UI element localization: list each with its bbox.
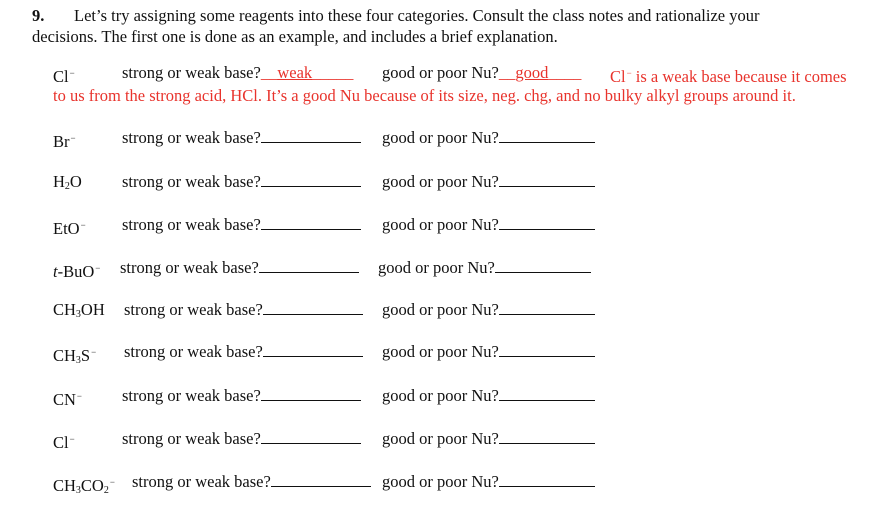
base-prompt-label: strong or weak base? — [124, 342, 263, 361]
nu-answer-blank[interactable] — [499, 172, 595, 187]
reagent-formula: $H_2O$ — [53, 172, 82, 192]
example-explanation-line2: to us from the strong acid, HCl. It’s a good Nu because of its size, neg. chg, and no bulky alkyl groups around it. — [53, 86, 796, 105]
base-prompt-label: strong or weak base? — [122, 128, 261, 147]
nu-prompt-label: good or poor Nu? — [382, 472, 499, 491]
nu-question — [382, 128, 595, 148]
nu-prompt-label: good or poor Nu? — [378, 258, 495, 277]
base-prompt-label: strong or weak base? — [122, 215, 261, 234]
example-explanation-line1: Cl− is a weak base because it comes — [610, 67, 847, 86]
base-question — [122, 172, 361, 192]
reagent-formula: $CH_3OH$ — [53, 300, 105, 320]
nu-answer-blank[interactable] — [495, 258, 591, 273]
nu-answer-blank[interactable] — [499, 300, 595, 315]
nu-answer-blank[interactable] — [499, 472, 595, 487]
reagent-formula: EtO− — [53, 219, 86, 238]
base-answer-blank[interactable] — [261, 172, 361, 187]
nu-answer-blank[interactable] — [499, 342, 595, 357]
example-nu-question — [382, 63, 581, 83]
reagent-formula: t-BuO− — [53, 262, 101, 281]
base-prompt-label: strong or weak base? — [132, 472, 271, 491]
question-number: 9. — [32, 6, 45, 25]
nu-question — [382, 342, 595, 362]
base-prompt-label: strong or weak base? — [120, 258, 259, 277]
base-prompt-label: strong or weak base? — [124, 300, 263, 319]
nu-answer-blank[interactable] — [499, 128, 595, 143]
nu-answer-blank[interactable] — [499, 386, 595, 401]
nu-question — [382, 472, 595, 492]
base-question — [122, 429, 361, 449]
example-base-question — [122, 63, 353, 83]
reagent-formula: Br− — [53, 132, 76, 151]
base-question — [132, 472, 371, 492]
example-base-answer: __weak_____ — [260, 63, 354, 82]
base-question — [124, 300, 363, 320]
base-question — [120, 258, 359, 278]
nu-question — [378, 258, 591, 278]
reagent-formula: $CH_3S^-$ — [53, 346, 97, 366]
nu-prompt-label: good or poor Nu? — [382, 215, 499, 234]
reagent-formula: CN− — [53, 390, 82, 409]
nu-prompt-label: good or poor Nu? — [382, 128, 499, 147]
base-answer-blank[interactable] — [263, 300, 363, 315]
nu-question — [382, 300, 595, 320]
base-question — [122, 128, 361, 148]
nu-prompt-label: good or poor Nu? — [382, 429, 499, 448]
question-intro-line2: decisions. The first one is done as an example, and includes a brief explanation. — [32, 27, 558, 46]
nu-prompt-label: good or poor Nu? — [382, 172, 499, 191]
nu-prompt-label: good or poor Nu? — [382, 63, 499, 82]
base-question — [122, 386, 361, 406]
base-question — [124, 342, 363, 362]
base-prompt-label: strong or weak base? — [122, 172, 261, 191]
nu-answer-blank[interactable] — [499, 215, 595, 230]
base-question — [122, 215, 361, 235]
question-intro-line1: Let’s try assigning some reagents into these four categories. Consult the class notes and rationalize your — [74, 6, 760, 25]
base-answer-blank[interactable] — [271, 472, 371, 487]
base-answer-blank[interactable] — [259, 258, 359, 273]
base-answer-blank[interactable] — [261, 215, 361, 230]
reagent-formula: $CH_3CO_2^-$ — [53, 476, 115, 496]
nu-question — [382, 215, 595, 235]
nu-answer-blank[interactable] — [499, 429, 595, 444]
base-answer-blank[interactable] — [263, 342, 363, 357]
example-reagent-charge: − — [69, 68, 75, 78]
nu-prompt-label: good or poor Nu? — [382, 386, 499, 405]
example-reagent — [53, 63, 75, 87]
reagent-formula: Cl− — [53, 433, 75, 452]
base-prompt-label: strong or weak base? — [122, 63, 261, 82]
base-prompt-label: strong or weak base? — [122, 429, 261, 448]
nu-question — [382, 386, 595, 406]
base-prompt-label: strong or weak base? — [122, 386, 261, 405]
nu-question — [382, 172, 595, 192]
base-answer-blank[interactable] — [261, 386, 361, 401]
nu-prompt-label: good or poor Nu? — [382, 300, 499, 319]
nu-prompt-label: good or poor Nu? — [382, 342, 499, 361]
base-answer-blank[interactable] — [261, 128, 361, 143]
base-answer-blank[interactable] — [261, 429, 361, 444]
example-nu-answer: __good____ — [498, 63, 582, 82]
nu-question — [382, 429, 595, 449]
example-reagent-name: Cl — [53, 67, 69, 86]
